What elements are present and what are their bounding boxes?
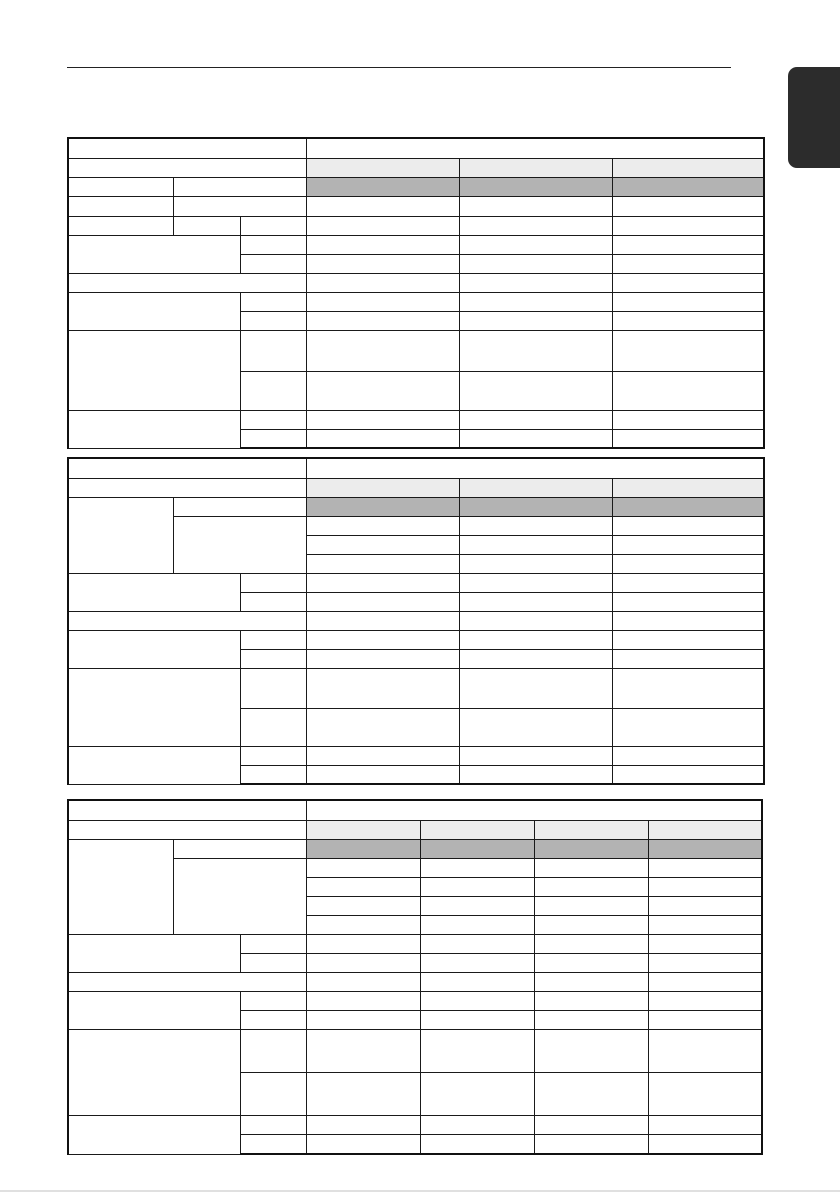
model-header-cell: [534, 820, 648, 839]
table-cell: [459, 592, 612, 611]
table-cell: [240, 953, 306, 972]
table-cell: [240, 765, 306, 784]
table-cell: [240, 1072, 306, 1115]
table-cell: [240, 330, 306, 371]
table-cell: [240, 746, 306, 765]
table-cell: [648, 877, 762, 896]
model-header-cell: [612, 177, 764, 196]
table-row: [68, 1029, 762, 1072]
table-row: [68, 611, 764, 630]
table-cell: [459, 611, 612, 630]
table-cell: [240, 592, 306, 611]
table-cell: [68, 573, 240, 611]
table-cell: [612, 196, 764, 216]
table-cell: [459, 765, 612, 784]
table-cell: [648, 1010, 762, 1029]
table-cell: [68, 746, 240, 784]
table-row: [68, 138, 764, 158]
table-cell: [534, 877, 648, 896]
table-row: [68, 292, 764, 311]
table-cell: [68, 196, 173, 216]
table-cell: [173, 216, 240, 235]
table-cell: [306, 800, 762, 820]
table-row: [68, 746, 764, 765]
table-cell: [68, 611, 306, 630]
table-cell: [306, 254, 459, 273]
table-row: [68, 458, 764, 478]
table-cell: [306, 516, 459, 535]
table-cell: [173, 516, 306, 573]
table-cell: [306, 235, 459, 254]
table-cell: [306, 765, 459, 784]
table-row: [68, 820, 762, 839]
spec-table-3: [67, 799, 763, 1155]
table-row: [68, 497, 764, 516]
table-cell: [534, 934, 648, 953]
table-cell: [612, 429, 764, 448]
spec-table-2: [67, 457, 765, 785]
table-cell: [612, 273, 764, 292]
table-row: [68, 410, 764, 429]
table-cell: [306, 292, 459, 311]
table-cell: [173, 497, 306, 516]
table-cell: [306, 573, 459, 592]
table-cell: [648, 972, 762, 991]
table-cell: [306, 138, 764, 158]
table-cell: [306, 1029, 420, 1072]
table-cell: [612, 410, 764, 429]
table-row: [68, 158, 764, 177]
table-cell: [534, 858, 648, 877]
table-cell: [306, 630, 459, 649]
table-cell: [306, 915, 420, 934]
table-cell: [534, 991, 648, 1010]
table-cell: [420, 1072, 534, 1115]
table-cell: [240, 630, 306, 649]
table-cell: [68, 458, 306, 478]
model-header-cell: [459, 478, 612, 497]
table-row: [68, 330, 764, 371]
table-cell: [68, 630, 240, 668]
table-cell: [459, 708, 612, 746]
table-row: [68, 235, 764, 254]
table-cell: [68, 292, 240, 330]
table-cell: [648, 1115, 762, 1134]
table-cell: [306, 611, 459, 630]
table-cell: [68, 177, 173, 196]
table-cell: [420, 1010, 534, 1029]
table-cell: [534, 915, 648, 934]
table-cell: [420, 953, 534, 972]
table-cell: [420, 915, 534, 934]
model-header-cell: [420, 820, 534, 839]
table-cell: [306, 429, 459, 448]
table-cell: [306, 858, 420, 877]
table-cell: [68, 1115, 240, 1154]
model-header-cell: [306, 158, 459, 177]
table-cell: [648, 1072, 762, 1115]
table-cell: [240, 311, 306, 330]
table-cell: [534, 1010, 648, 1029]
table-cell: [173, 196, 306, 216]
table-cell: [306, 330, 459, 371]
table-cell: [306, 554, 459, 573]
table-cell: [420, 934, 534, 953]
table-row: [68, 216, 764, 235]
table-cell: [306, 371, 459, 410]
table-cell: [240, 934, 306, 953]
model-header-cell: [459, 497, 612, 516]
table-cell: [68, 410, 240, 448]
table-cell: [240, 292, 306, 311]
model-header-cell: [420, 839, 534, 858]
table-cell: [534, 1134, 648, 1154]
table-cell: [68, 668, 240, 746]
model-header-cell: [459, 177, 612, 196]
table-cell: [68, 497, 173, 573]
table-cell: [68, 158, 306, 177]
model-header-cell: [648, 820, 762, 839]
table-cell: [306, 896, 420, 915]
table-cell: [420, 972, 534, 991]
table-cell: [306, 410, 459, 429]
table-cell: [612, 254, 764, 273]
table-cell: [612, 668, 764, 708]
table-cell: [306, 991, 420, 1010]
model-header-cell: [459, 158, 612, 177]
table-cell: [648, 896, 762, 915]
spec-table-1: [67, 137, 765, 449]
table-cell: [459, 330, 612, 371]
table-cell: [648, 858, 762, 877]
table-cell: [240, 649, 306, 668]
table-cell: [68, 330, 240, 410]
table-row: [68, 516, 764, 535]
table-cell: [240, 1134, 306, 1154]
table-cell: [459, 371, 612, 410]
table-row: [68, 478, 764, 497]
table-row: [68, 839, 762, 858]
table-cell: [306, 592, 459, 611]
table-cell: [240, 668, 306, 708]
model-header-cell: [306, 839, 420, 858]
table-cell: [306, 934, 420, 953]
table-cell: [459, 292, 612, 311]
table-cell: [459, 254, 612, 273]
table-cell: [306, 649, 459, 668]
table-row: [68, 800, 762, 820]
table-cell: [534, 953, 648, 972]
table-row: [68, 991, 762, 1010]
table-cell: [306, 953, 420, 972]
table-cell: [459, 273, 612, 292]
table-cell: [420, 1115, 534, 1134]
model-header-cell: [612, 497, 764, 516]
table-cell: [612, 649, 764, 668]
table-cell: [306, 196, 459, 216]
table-cell: [459, 746, 612, 765]
table-cell: [534, 896, 648, 915]
table-cell: [68, 972, 306, 991]
table-cell: [612, 592, 764, 611]
table-cell: [612, 765, 764, 784]
table-cell: [240, 216, 306, 235]
table-cell: [648, 915, 762, 934]
table-cell: [648, 953, 762, 972]
table-cell: [612, 216, 764, 235]
table-cell: [173, 858, 306, 934]
model-header-cell: [306, 478, 459, 497]
table-cell: [68, 800, 306, 820]
table-cell: [612, 630, 764, 649]
table-cell: [240, 708, 306, 746]
model-header-cell: [612, 158, 764, 177]
table-cell: [459, 311, 612, 330]
table-cell: [68, 216, 173, 235]
table-cell: [240, 429, 306, 448]
table-cell: [240, 1010, 306, 1029]
table-cell: [306, 668, 459, 708]
table-cell: [306, 1134, 420, 1154]
table-row: [68, 573, 764, 592]
table-cell: [459, 216, 612, 235]
table-cell: [459, 573, 612, 592]
table-cell: [534, 1072, 648, 1115]
table-cell: [459, 196, 612, 216]
table-cell: [459, 410, 612, 429]
table-cell: [68, 820, 306, 839]
table-row: [68, 972, 762, 991]
table-cell: [306, 1072, 420, 1115]
table-cell: [459, 516, 612, 535]
table-cell: [240, 1115, 306, 1134]
model-header-cell: [534, 839, 648, 858]
table-cell: [459, 554, 612, 573]
table-cell: [612, 611, 764, 630]
table-cell: [68, 235, 240, 273]
table-cell: [240, 235, 306, 254]
table-cell: [306, 972, 420, 991]
table-cell: [459, 668, 612, 708]
table-cell: [306, 877, 420, 896]
table-cell: [420, 1134, 534, 1154]
table-cell: [612, 311, 764, 330]
table-cell: [420, 991, 534, 1010]
table-cell: [68, 934, 240, 972]
table-cell: [612, 535, 764, 554]
table-row: [68, 630, 764, 649]
model-header-cell: [648, 839, 762, 858]
table-row: [68, 858, 762, 877]
table-cell: [68, 991, 240, 1029]
table-cell: [68, 273, 306, 292]
table-cell: [306, 458, 764, 478]
table-cell: [240, 1029, 306, 1072]
table-cell: [612, 708, 764, 746]
model-header-cell: [306, 177, 459, 196]
table-cell: [648, 1029, 762, 1072]
table-cell: [173, 177, 306, 196]
table-cell: [459, 649, 612, 668]
table-cell: [68, 1029, 240, 1115]
table-cell: [648, 991, 762, 1010]
table-cell: [612, 330, 764, 371]
table-cell: [306, 708, 459, 746]
table-cell: [420, 858, 534, 877]
table-cell: [68, 138, 306, 158]
table-cell: [420, 1029, 534, 1072]
table-cell: [68, 839, 173, 934]
table-row: [68, 177, 764, 196]
table-cell: [306, 216, 459, 235]
table-cell: [648, 934, 762, 953]
table-cell: [240, 371, 306, 410]
header-rule: [67, 67, 731, 68]
language-side-tab: [788, 67, 840, 168]
table-row: [68, 934, 762, 953]
table-cell: [612, 554, 764, 573]
table-cell: [459, 630, 612, 649]
model-header-cell: [612, 478, 764, 497]
table-cell: [306, 1115, 420, 1134]
table-row: [68, 668, 764, 708]
table-cell: [306, 746, 459, 765]
table-cell: [612, 516, 764, 535]
table-cell: [534, 1029, 648, 1072]
table-cell: [612, 371, 764, 410]
table-cell: [459, 535, 612, 554]
table-cell: [612, 746, 764, 765]
table-cell: [240, 573, 306, 592]
table-row: [68, 1115, 762, 1134]
table-cell: [459, 429, 612, 448]
table-cell: [240, 991, 306, 1010]
table-cell: [420, 896, 534, 915]
table-cell: [306, 273, 459, 292]
model-header-cell: [306, 497, 459, 516]
table-cell: [173, 839, 306, 858]
model-header-cell: [306, 820, 420, 839]
table-cell: [306, 535, 459, 554]
table-cell: [420, 877, 534, 896]
table-cell: [612, 235, 764, 254]
table-cell: [612, 573, 764, 592]
table-cell: [648, 1134, 762, 1154]
table-cell: [612, 292, 764, 311]
table-cell: [534, 972, 648, 991]
table-cell: [306, 1010, 420, 1029]
table-cell: [68, 478, 306, 497]
table-cell: [240, 254, 306, 273]
table-cell: [240, 410, 306, 429]
table-cell: [534, 1115, 648, 1134]
table-row: [68, 196, 764, 216]
table-cell: [459, 235, 612, 254]
table-row: [68, 273, 764, 292]
table-cell: [306, 311, 459, 330]
